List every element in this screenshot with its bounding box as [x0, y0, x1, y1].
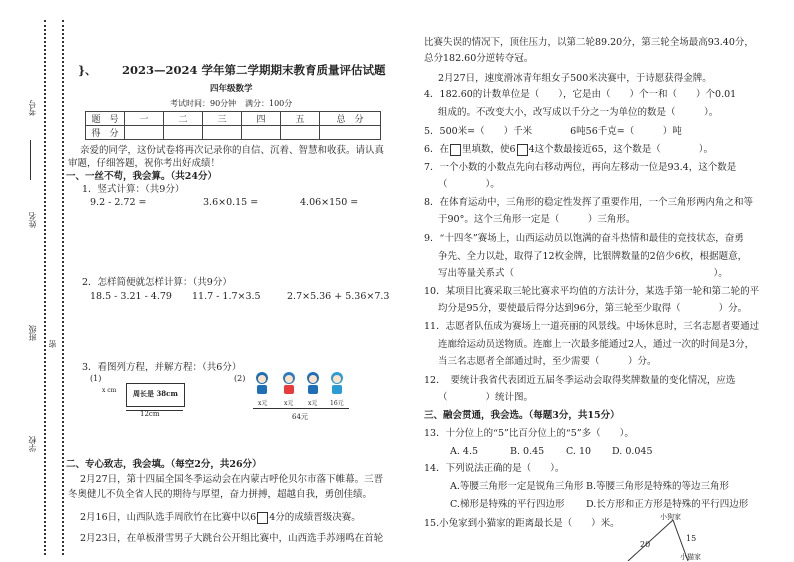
label-school: 学校 — [28, 436, 37, 452]
score-table-cell: 一 — [125, 112, 164, 126]
score-table-cell: 得 分 — [86, 126, 125, 140]
fig2-label: (2) — [234, 374, 246, 383]
blank-box[interactable] — [257, 512, 268, 524]
fig2-price-4: 16元 — [330, 400, 344, 407]
section3-title: 三、融会贯通，我会选。（每题3分，共15分） — [424, 410, 620, 421]
q6-part-2: 里填数，使6 — [462, 144, 516, 155]
score-table — [85, 111, 381, 140]
q13-option-a[interactable]: A. 4.5 — [450, 446, 479, 457]
fig2-total-bracket — [253, 408, 349, 409]
score-table-cell: 题 号 — [86, 112, 125, 126]
section2-para-3: 2月23日，在单板滑雪男子大跳台公开组比赛中，山西选手苏翊鸣在首轮 — [80, 533, 384, 544]
fig1-width-label: x cm — [102, 387, 117, 394]
q10-line-1: 10．某项目比赛采取三轮比赛求平均值的方法计分，某选手第一轮和第二轮的平 — [424, 286, 760, 297]
q3-title: 3．看图列方程，并解方程：（共6分） — [82, 362, 242, 373]
exam-score: 满分：100分 — [245, 99, 293, 108]
q14-option-c[interactable]: C.梯形是特殊的平行四边形 — [450, 499, 565, 510]
child-figure-1-icon — [253, 371, 271, 397]
q9-line-3: 写出等量关系式（ ）。 — [438, 268, 728, 279]
right-cont-1: 比赛失误的情况下，顶住压力，以第二轮89.20分，第三轮全场最高93.40分， — [424, 37, 754, 48]
triangle-top-label: 小狗家 — [660, 513, 681, 521]
page-title: 2023—2024 学年第二学期期末教育质量评估试题 — [122, 63, 386, 77]
child-figure-2-icon — [280, 371, 298, 397]
q6-part-1: 6．在 — [424, 144, 450, 155]
q6 — [424, 143, 713, 156]
triangle-right-label: 15 — [686, 534, 697, 543]
fig1-label: (1) — [90, 374, 102, 383]
q13-option-c[interactable]: C. 10 — [566, 446, 592, 457]
label-name: 姓名 — [28, 212, 37, 228]
section2-para-1b: 冬奥健儿不负全省人民的期待与厚望，奋力拼搏，超越自我，勇创佳绩。 — [68, 489, 373, 500]
binding-mark-1: 密 — [48, 340, 57, 348]
score-input[interactable] — [320, 126, 381, 140]
score-input[interactable] — [242, 126, 281, 140]
q4-line-2: 组成的。不改变大小，改写成以千分之一为单位的数是（ ）。 — [438, 107, 719, 118]
q13-option-d[interactable]: D. 0.045 — [612, 446, 653, 457]
child-figure-4-icon — [328, 371, 346, 397]
label-class: 班级 — [28, 325, 37, 341]
q12-line-1: 12． 要统计我省代表团近五届冬季运动会取得奖牌数量的变化情况，应选 — [424, 375, 736, 386]
q1-item-2: 3.6×0.15 = — [203, 197, 259, 208]
q9-line-2: 争先、全力以赴，取得了12枚金牌，比银牌数量的2倍少6枚，根据题意， — [438, 251, 748, 262]
q1-item-1: 9.2 - 2.72 = — [90, 197, 147, 208]
intro-line-1: 亲爱的同学，这份试卷将再次记录你的自信、沉着、智慧和收获。请认真 — [80, 145, 385, 156]
q12-line-2: （ ）统计图。 — [438, 392, 534, 403]
fig2-price-3: x元 — [308, 400, 318, 407]
q14: 14．下列说法正确的是（ ）。 — [424, 463, 565, 474]
q5: 5．500米=（ ）千米 6吨56千克=（ ）吨 — [424, 126, 682, 137]
section2-title: 二、专心致志，我会填。（每空2分，共26分） — [66, 459, 262, 470]
q11-line-1: 11．志愿者队伍成为赛场上一道亮丽的风景线。中场休息时，三名志愿者要通过 — [424, 321, 760, 332]
q8-line-1: 8．在体育运动中，三角形的稳定性发挥了重要作用，一个三角形两内角之和等 — [424, 197, 754, 208]
q2-item-2: 11.7 - 1.7×3.5 — [192, 291, 261, 302]
q11-line-3: 当三名志愿者全部通过时，至少需要（ ）分。 — [438, 356, 657, 367]
q1-title: 1．竖式计算：（共9分） — [82, 184, 185, 195]
q7-line-1: 7．一个小数的小数点先向右移动两位，再向左移动一位是93.4，这个数是 — [424, 162, 737, 173]
score-table-cell: 总 分 — [320, 112, 381, 126]
intro-line-2: 审题，仔细答题，祝你考出好成绩！ — [68, 158, 221, 169]
right-cont-2: 总分182.60分逆转夺冠。 — [424, 53, 534, 64]
blank-box[interactable] — [450, 144, 461, 156]
q2-title: 2．怎样简便就怎样计算：（共9分） — [82, 277, 232, 288]
fig2-price-2: x元 — [284, 400, 294, 407]
header-bracket: }、 — [78, 64, 97, 77]
fig2-price-1: x元 — [258, 400, 268, 407]
q1-item-3: 4.06×150 = — [300, 197, 359, 208]
section2-para-2-end: 4分的成绩晋级决赛。 — [269, 512, 361, 523]
q13-option-b[interactable]: B. 0.45 — [510, 446, 545, 457]
section1-title: 一、一丝不苟，我会算。（共24分） — [66, 171, 217, 182]
fig2-total-label: 64元 — [292, 413, 308, 421]
q4-line-1: 4．182.60的计数单位是（ ），它是由（ ）个一和（ ）个0.01 — [424, 89, 737, 100]
exam-number-line — [30, 140, 32, 180]
fig1-length-label: 12cm — [140, 410, 160, 418]
score-table-cell: 三 — [203, 112, 242, 126]
right-cont-3: 2月27日，速度滑冰青年组女子500米决赛中，于诗愿获得金牌。 — [438, 73, 712, 84]
blank-box[interactable] — [517, 144, 528, 156]
q8-line-2: 于90°。这个三角形一定是（ ）三角形。 — [438, 214, 636, 225]
score-input[interactable] — [281, 126, 320, 140]
score-table-cell: 二 — [164, 112, 203, 126]
binding-dotted-line-left — [44, 20, 46, 555]
q2-item-1: 18.5 - 3.21 - 4.79 — [90, 291, 172, 302]
fig1-perimeter-label: 周长是 38cm — [133, 389, 178, 398]
page-subtitle: 四年级数学 — [210, 84, 253, 94]
score-input[interactable] — [125, 126, 164, 140]
q14-option-b[interactable]: B.等腰三角形是特殊的等边三角形 — [586, 481, 730, 492]
q14-option-d[interactable]: D.长方形和正方形是特殊的平行四边形 — [586, 499, 749, 510]
section2-para-1a: 2月27日，第十四届全国冬季运动会在内蒙古呼伦贝尔市落下帷幕。三晋 — [80, 474, 384, 485]
child-figure-3-icon — [304, 371, 322, 397]
score-table-cell: 五 — [281, 112, 320, 126]
q10-line-2: 均分是95分，要使最后得分达到96分，第三轮至少取得（ ）分。 — [438, 303, 748, 314]
q9-line-1: 9．“十四冬”赛场上，山西运动员以饱满的奋斗热情和最佳的竞技状态，奋勇 — [424, 233, 744, 244]
q14-option-a[interactable]: A.等腰三角形一定是锐角三角形 — [450, 481, 584, 492]
q6-part-3: 4这个数最接近65，这个数是（ ）。 — [528, 144, 713, 155]
exam-time: 考试时间：90分钟 — [170, 99, 237, 108]
binding-dotted-line-right — [62, 20, 64, 555]
score-input[interactable] — [164, 126, 203, 140]
score-input[interactable] — [203, 126, 242, 140]
label-exam-number: 考号 — [28, 100, 37, 116]
q15: 15.小兔家到小猫家的距离最长是（ ）米。 — [424, 518, 620, 529]
q13: 13．十分位上的“5”比百分位上的“5”多（ ）。 — [424, 428, 634, 439]
q11-line-2: 连廊给运动员送物质。连廊上一次最多能通过2人，通过一次的时间是3分， — [438, 339, 755, 350]
triangle-left-label: 20 — [640, 540, 651, 549]
q7-line-2: （ ）。 — [438, 179, 500, 190]
q2-item-3: 2.7×5.36 + 5.36×7.3 — [287, 291, 390, 302]
section2-para-2 — [80, 511, 361, 524]
score-table-cell: 四 — [242, 112, 281, 126]
section2-para-2-start: 2月16日，山西队选手周欣竹在比赛中以6 — [80, 512, 257, 523]
triangle-bottom-label: 小猫家 — [680, 553, 701, 561]
